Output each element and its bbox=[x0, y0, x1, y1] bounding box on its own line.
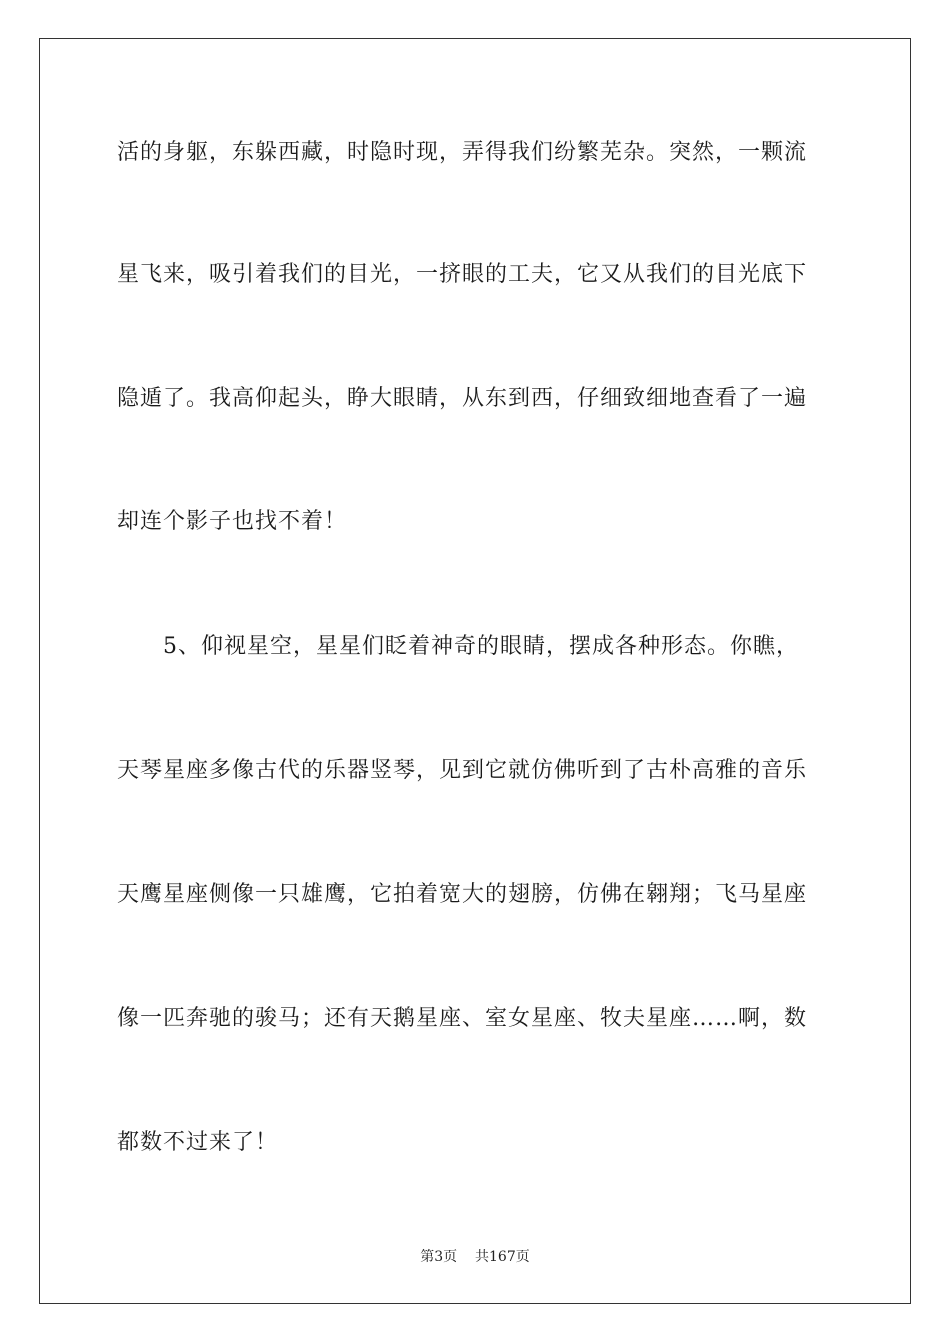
paragraph-line-3: 隐遁了。我高仰起头，睁大眼睛，从东到西，仔细致细地查看了一遍 bbox=[117, 386, 808, 411]
paragraph-line-5: 5、仰视星空，星星们眨着神奇的眼睛，摆成各种形态。你瞧， bbox=[117, 634, 799, 659]
paragraph-line-9: 都数不过来了！ bbox=[117, 1130, 279, 1155]
paragraph-line-4: 却连个影子也找不着！ bbox=[117, 509, 348, 534]
paragraph-line-6: 天琴星座多像古代的乐器竖琴，见到它就仿佛听到了古朴高雅的音乐 bbox=[117, 758, 808, 783]
paragraph-line-2: 星飞来，吸引着我们的目光，一挤眼的工夫，它又从我们的目光底下 bbox=[117, 262, 808, 287]
page-frame bbox=[39, 38, 911, 1304]
page-total: 共167页 bbox=[475, 1249, 530, 1265]
paragraph-line-7: 天鹰星座侧像一只雄鹰，它拍着宽大的翅膀，仿佛在翱翔；飞马星座 bbox=[117, 882, 808, 907]
paragraph-line-8: 像一匹奔驰的骏马；还有天鹅星座、室女星座、牧夫星座……啊，数 bbox=[117, 1006, 808, 1031]
page-footer bbox=[0, 1248, 950, 1266]
page-number: 第3页 bbox=[420, 1249, 458, 1265]
paragraph-line-1: 活的身躯，东躲西藏，时隐时现，弄得我们纷繁芜杂。突然，一颗流 bbox=[117, 140, 808, 165]
